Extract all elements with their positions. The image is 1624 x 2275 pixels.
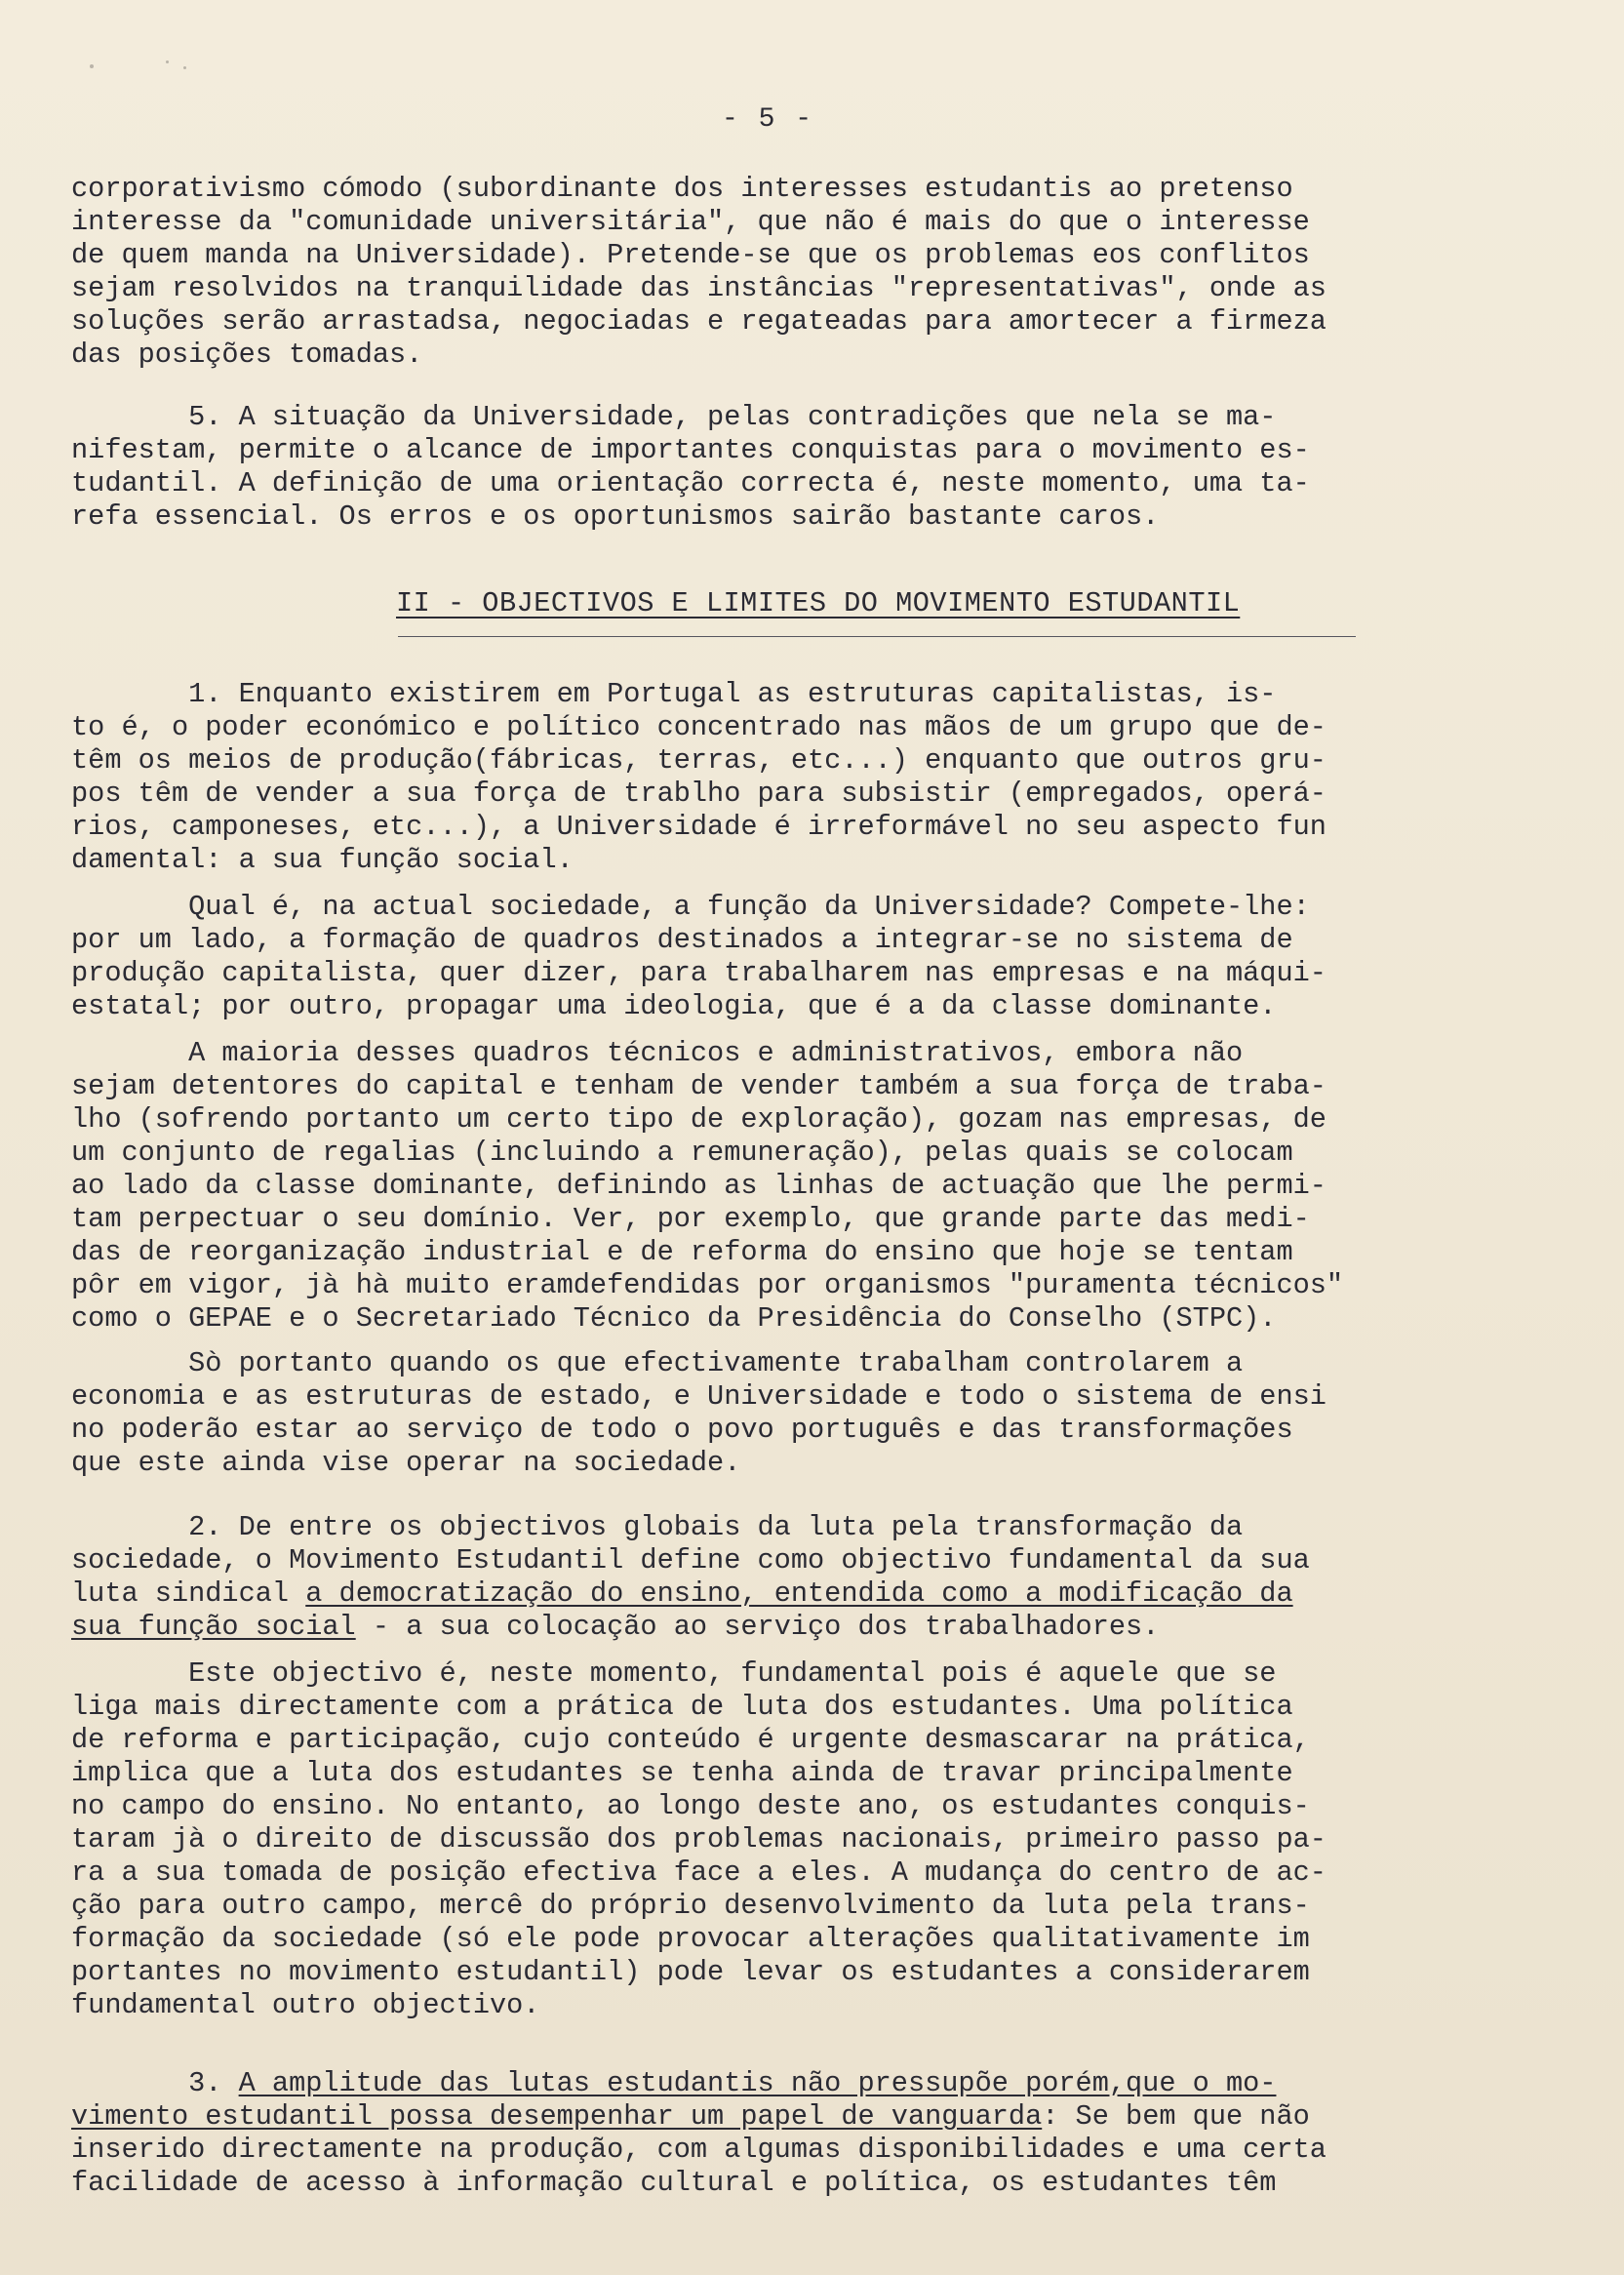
paragraph-university-function	[71, 891, 1554, 1023]
paragraph-workers-control	[71, 1347, 1554, 1480]
text-line: economia e as estruturas de estado, e Universidade e todo o sistema de ensi	[71, 1380, 1327, 1413]
paragraph-item-3	[71, 2067, 1554, 2200]
text-run: 3.	[71, 2067, 239, 2099]
text-line: fundamental outro objectivo.	[71, 1989, 540, 2021]
text-line: estatal; por outro, propagar uma ideologia, que é a da classe dominante.	[71, 990, 1277, 1022]
text-run: : Se bem que não	[1042, 2100, 1310, 2133]
text-line: Sò portanto quando os que efectivamente trabalham controlarem a	[71, 1347, 1244, 1379]
text-line	[71, 1577, 1554, 1611]
text-line	[71, 2100, 1554, 2134]
page-number: - 5 -	[722, 104, 814, 135]
text-line: Este objectivo é, neste momento, fundamental pois é aquele que se	[71, 1657, 1277, 1690]
text-line: refa essencial. Os erros e os oportunismos sairão bastante caros.	[71, 500, 1160, 533]
text-line: no campo do ensino. No entanto, ao longo deste ano, os estudantes conquis-	[71, 1790, 1310, 1822]
text-line: tam perpectuar o seu domínio. Ver, por exemplo, que grande parte das medi-	[71, 1203, 1310, 1235]
text-line: lho (sofrendo portanto um certo tipo de exploração), gozam nas empresas, de	[71, 1103, 1327, 1136]
text-line: um conjunto de regalias (incluindo a remuneração), pelas quais se colocam	[71, 1137, 1293, 1169]
text-line: das posições tomadas.	[71, 339, 423, 371]
paper-speck	[183, 66, 186, 69]
text-line: 2. De entre os objectivos globais da luta pela transformação da	[71, 1511, 1244, 1543]
text-line: rios, camponeses, etc...), a Universidade é irreformável no seu aspecto fun	[71, 811, 1327, 843]
text-line: corporativismo cómodo (subordinante dos interesses estudantis ao pretenso	[71, 173, 1293, 205]
text-line: liga mais directamente com a prática de luta dos estudantes. Uma política	[71, 1691, 1293, 1723]
text-line: formação da sociedade (só ele pode provocar alterações qualitativamente im	[71, 1923, 1310, 1955]
text-line: têm os meios de produção(fábricas, terras, etc...) enquanto que outros gru-	[71, 744, 1327, 777]
text-line: interesse da "comunidade universitária", que não é mais do que o interesse	[71, 206, 1310, 238]
text-line: A maioria desses quadros técnicos e administrativos, embora não	[71, 1037, 1244, 1069]
heading-rule	[398, 636, 1356, 637]
text-line: facilidade de acesso à informação cultural e política, os estudantes têm	[71, 2167, 1277, 2199]
text-line: produção capitalista, quer dizer, para trabalharem nas empresas e na máqui-	[71, 957, 1327, 989]
paragraph-objective	[71, 1657, 1554, 2022]
text-line: das de reorganização industrial e de reforma do ensino que hoje se tentam	[71, 1236, 1293, 1268]
text-line: tudantil. A definição de uma orientação correcta é, neste momento, uma ta-	[71, 467, 1310, 499]
text-line: ao lado da classe dominante, definindo as linhas de actuação que lhe permi-	[71, 1170, 1327, 1202]
text-run: - a sua colocação ao serviço dos trabalhadores.	[355, 1611, 1160, 1643]
text-line: ra a sua tomada de posição efectiva face a eles. A mudança do centro de ac-	[71, 1856, 1327, 1889]
text-line: por um lado, a formação de quadros destinados a integrar-se no sistema de	[71, 924, 1293, 956]
paragraph-item-2	[71, 1511, 1554, 1644]
text-line: Qual é, na actual sociedade, a função da Universidade? Compete-lhe:	[71, 891, 1310, 923]
text-line: de quem manda na Universidade). Pretende-se que os problemas eos conflitos	[71, 239, 1310, 271]
paragraph-technical-staff	[71, 1037, 1554, 1336]
underlined-text: a democratização do ensino, entendida como a modificação da	[305, 1577, 1293, 1610]
underlined-text: A amplitude das lutas estudantis não pressupõe porém,que o mo-	[238, 2067, 1277, 2099]
text-line: que este ainda vise operar na sociedade.	[71, 1447, 741, 1479]
paper-speck	[90, 64, 94, 68]
text-line: pôr em vigor, jà hà muito eramdefendidas por organismos "puramenta técnicos"	[71, 1269, 1344, 1301]
paragraph-item-1	[71, 678, 1554, 877]
paragraph-item-5	[71, 401, 1554, 534]
text-line: no poderão estar ao serviço de todo o povo português e das transformações	[71, 1414, 1293, 1446]
text-line: inserido directamente na produção, com algumas disponibilidades e uma certa	[71, 2134, 1327, 2166]
text-line: 1. Enquanto existirem em Portugal as estruturas capitalistas, is-	[71, 678, 1277, 710]
text-line: pos têm de vender a sua força de trablho para subsistir (empregados, operá-	[71, 778, 1327, 810]
text-line: damental: a sua função social.	[71, 844, 574, 876]
text-line: taram jà o direito de discussão dos problemas nacionais, primeiro passo pa-	[71, 1823, 1327, 1856]
text-line: implica que a luta dos estudantes se tenha ainda de travar principalmente	[71, 1757, 1293, 1789]
text-line: 5. A situação da Universidade, pelas contradições que nela se ma-	[71, 401, 1277, 433]
text-line: portantes no movimento estudantil) pode levar os estudantes a considerarem	[71, 1956, 1310, 1988]
text-line: to é, o poder económico e político concentrado nas mãos de um grupo que de-	[71, 711, 1327, 743]
text-line: como o GEPAE e o Secretariado Técnico da Presidência do Conselho (STPC).	[71, 1302, 1277, 1335]
section-heading: II - OBJECTIVOS E LIMITES DO MOVIMENTO ESTUDANTIL	[396, 587, 1241, 619]
text-run: luta sindical	[71, 1577, 306, 1610]
text-line: nifestam, permite o alcance de importantes conquistas para o movimento es-	[71, 434, 1310, 466]
underlined-text: sua função social	[71, 1611, 356, 1643]
paragraph-intro	[71, 173, 1554, 372]
text-line: de reforma e participação, cujo conteúdo é urgente desmascarar na prática,	[71, 1724, 1310, 1756]
text-line: soluções serão arrastadsa, negociadas e regateadas para amortecer a firmeza	[71, 305, 1327, 338]
text-line: sejam resolvidos na tranquilidade das instâncias "representativas", onde as	[71, 272, 1327, 304]
text-line	[71, 2067, 1554, 2100]
text-line	[71, 1611, 1554, 1644]
text-line: sociedade, o Movimento Estudantil define como objectivo fundamental da sua	[71, 1544, 1310, 1577]
paper-speck	[166, 60, 169, 63]
text-line: ção para outro campo, mercê do próprio desenvolvimento da luta pela trans-	[71, 1890, 1310, 1922]
underlined-text: vimento estudantil possa desempenhar um papel de vanguarda	[71, 2100, 1043, 2133]
text-line: sejam detentores do capital e tenham de vender também a sua força de traba-	[71, 1070, 1327, 1102]
